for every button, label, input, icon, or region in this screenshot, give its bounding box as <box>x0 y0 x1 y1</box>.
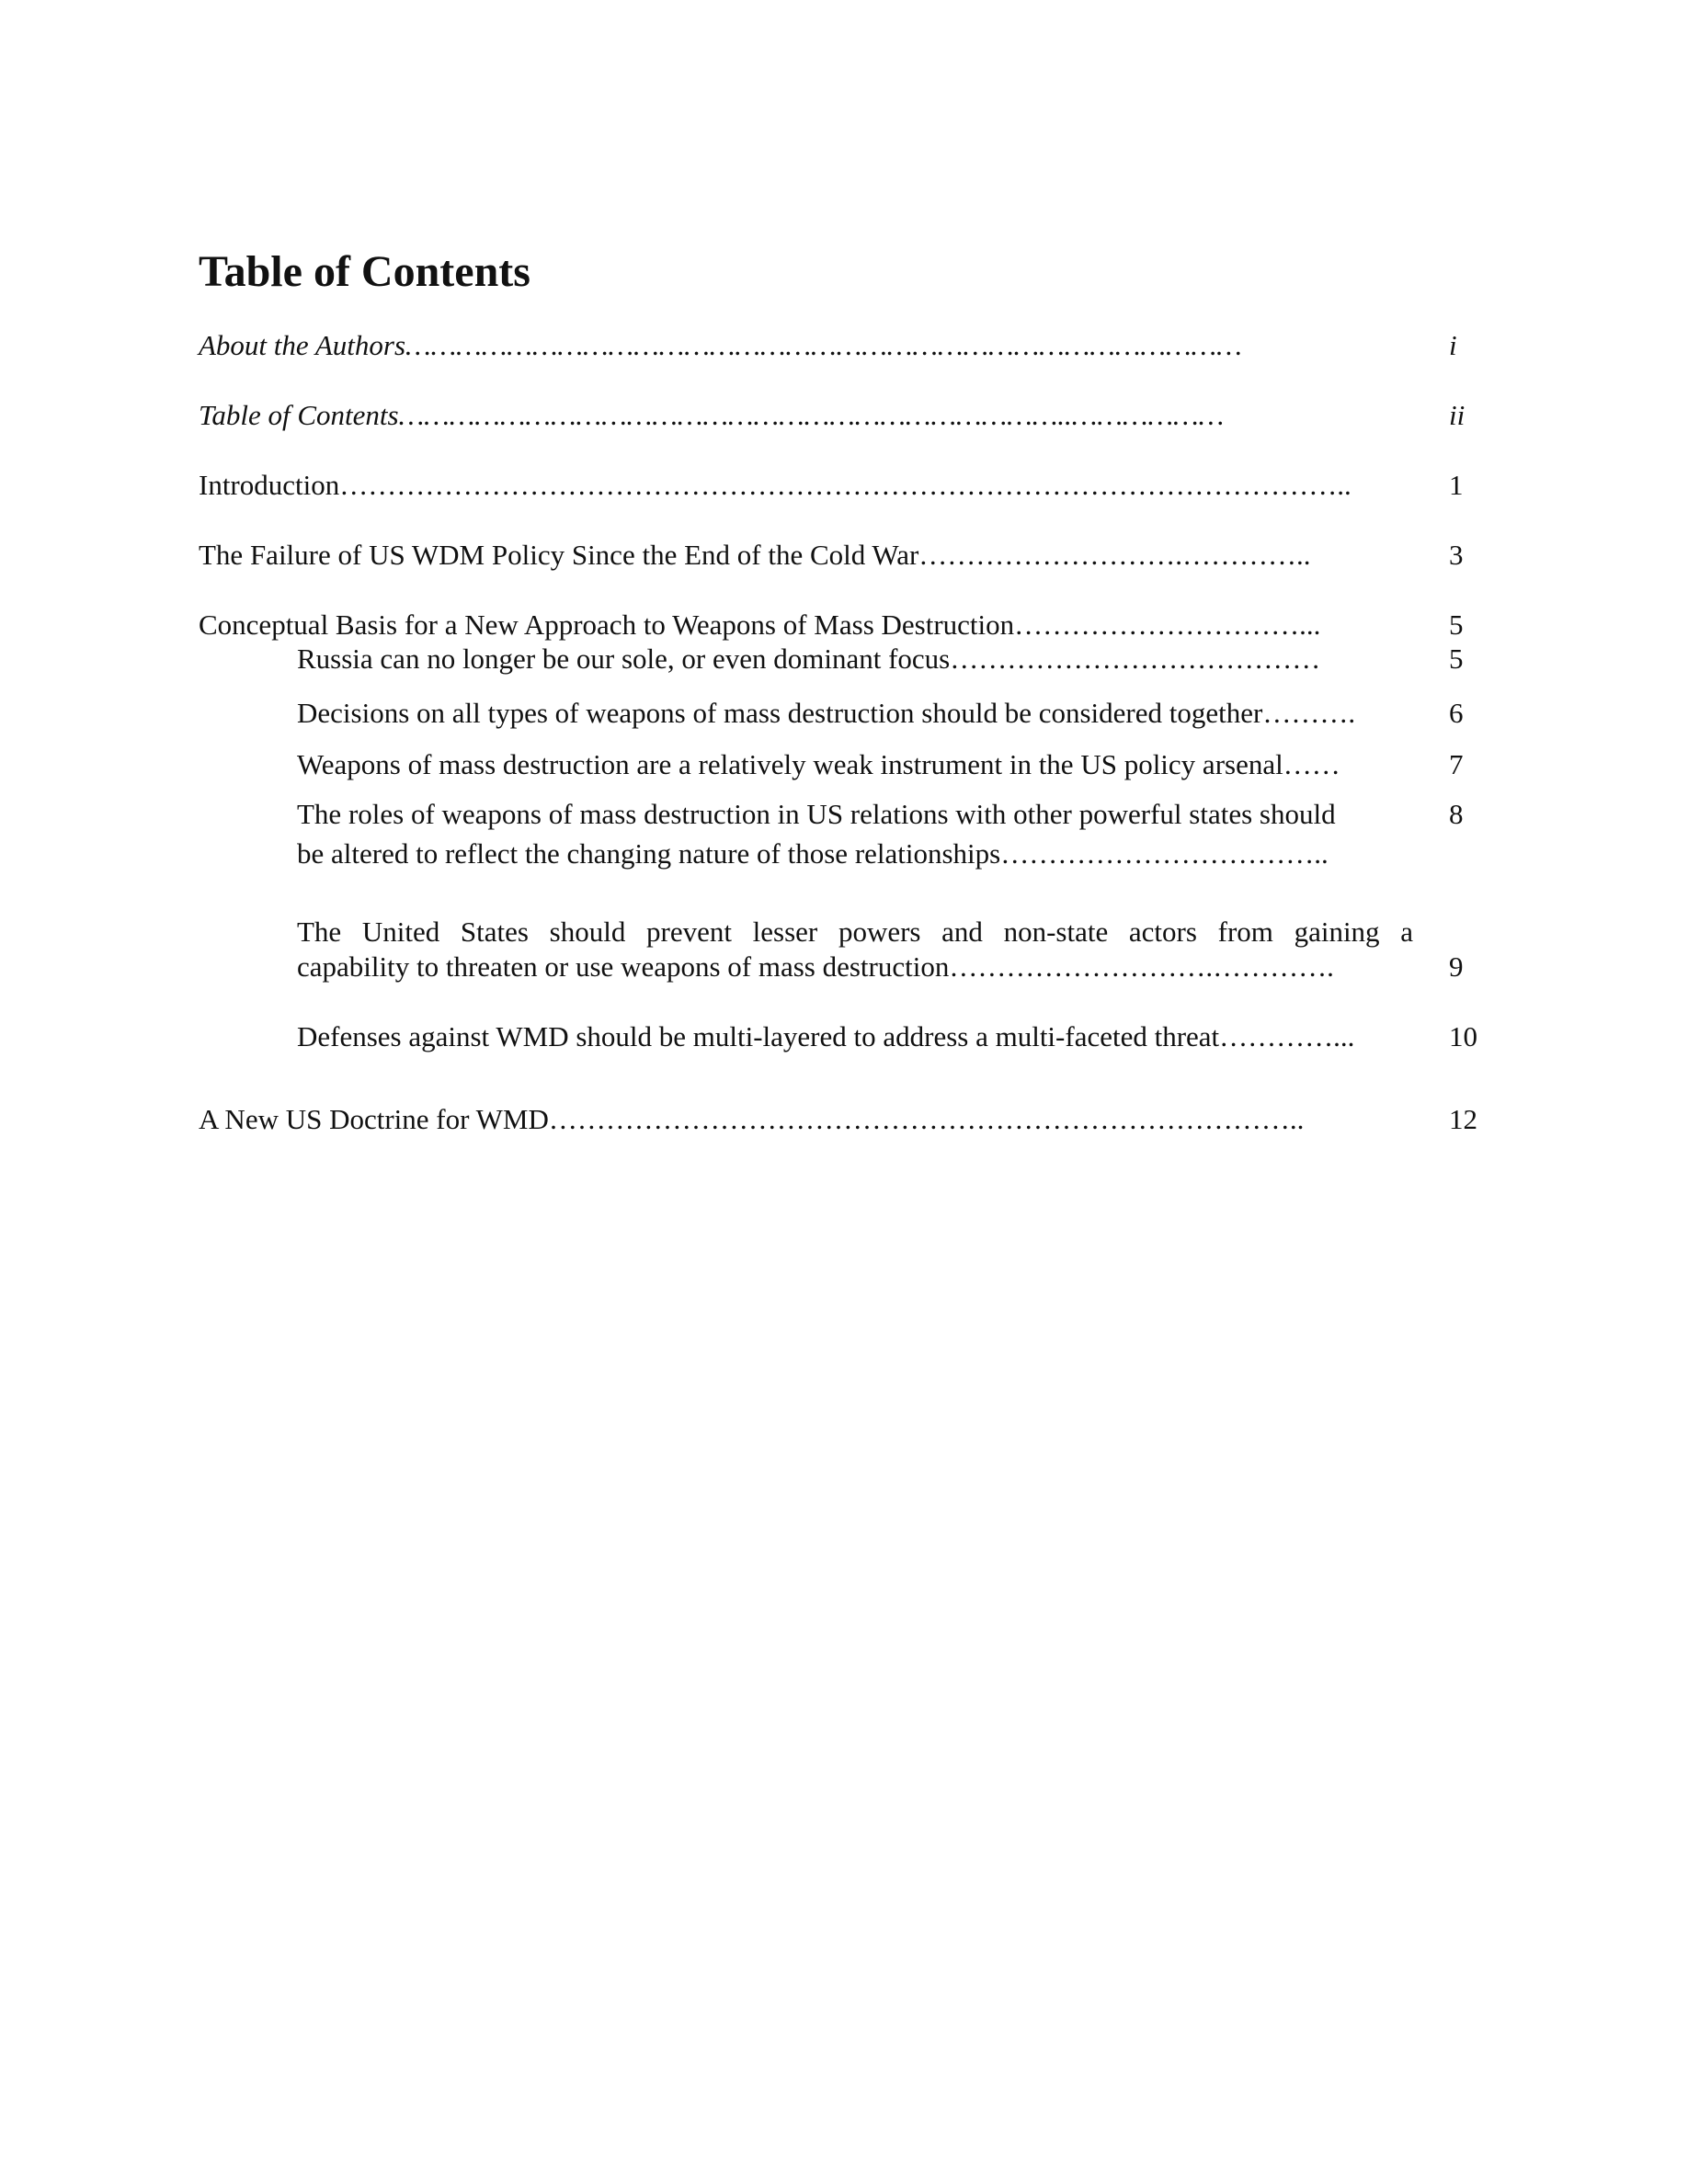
toc-page-defenses: 10 <box>1449 1020 1477 1052</box>
toc-page-about-the-authors: i <box>1449 329 1457 361</box>
toc-page-prevent: 9 <box>1449 950 1464 983</box>
toc-subentry-prevent-line-1: The United States should prevent lesser powers and non-state actors from gaining a <box>297 916 1413 948</box>
toc-subentry-defenses: Defenses against WMD should be multi-layered to address a multi-faceted threat…………... <box>297 1020 1355 1052</box>
toc-entry-conceptual-basis: Conceptual Basis for a New Approach to Weapons of Mass Destruction…………………………... <box>199 609 1321 641</box>
toc-page-weak-instrument: 7 <box>1449 748 1464 780</box>
toc-page-new-us-doctrine: 12 <box>1449 1103 1477 1135</box>
toc-page-introduction: 1 <box>1449 469 1464 501</box>
toc-page-russia-focus: 5 <box>1449 643 1464 675</box>
toc-page-table-of-contents: ii <box>1449 399 1466 431</box>
toc-page-roles: 8 <box>1449 798 1464 830</box>
toc-subentry-roles-line-1: The roles of weapons of mass destruction in US relations with other powerful states should <box>297 798 1336 830</box>
toc-page-decisions-together: 6 <box>1449 697 1464 729</box>
toc-entry-introduction: Introduction…………………………………………………………………………………………….. <box>199 469 1352 501</box>
toc-entry-new-us-doctrine: A New US Doctrine for WMD…………………………………………………………………….. <box>199 1103 1305 1135</box>
toc-page-conceptual-basis: 5 <box>1449 609 1464 641</box>
toc-subentry-prevent-line-2: capability to threaten or use weapons of mass destruction……………………….…………. <box>297 950 1334 983</box>
toc-entry-about-the-authors: About the Authors……………………………………………………………………………………… <box>199 329 1242 361</box>
toc-subentry-roles-line-2: be altered to reflect the changing nature of those relationships…………………………….. <box>297 837 1329 870</box>
toc-subentry-russia-focus: Russia can no longer be our sole, or even dominant focus………………………………… <box>297 643 1321 675</box>
toc-entry-failure-of-us-policy: The Failure of US WDM Policy Since the End of the Cold War……………………….………….. <box>199 539 1311 571</box>
toc-subentry-decisions-together: Decisions on all types of weapons of mass destruction should be considered together………. <box>297 697 1356 729</box>
toc-page-failure-of-us-policy: 3 <box>1449 539 1464 571</box>
toc-entry-table-of-contents: Table of Contents……………………………………………………………………..……………… <box>199 399 1225 431</box>
page-title: Table of Contents <box>199 247 530 296</box>
toc-subentry-weak-instrument: Weapons of mass destruction are a relatively weak instrument in the US policy arsenal…… <box>297 748 1340 780</box>
